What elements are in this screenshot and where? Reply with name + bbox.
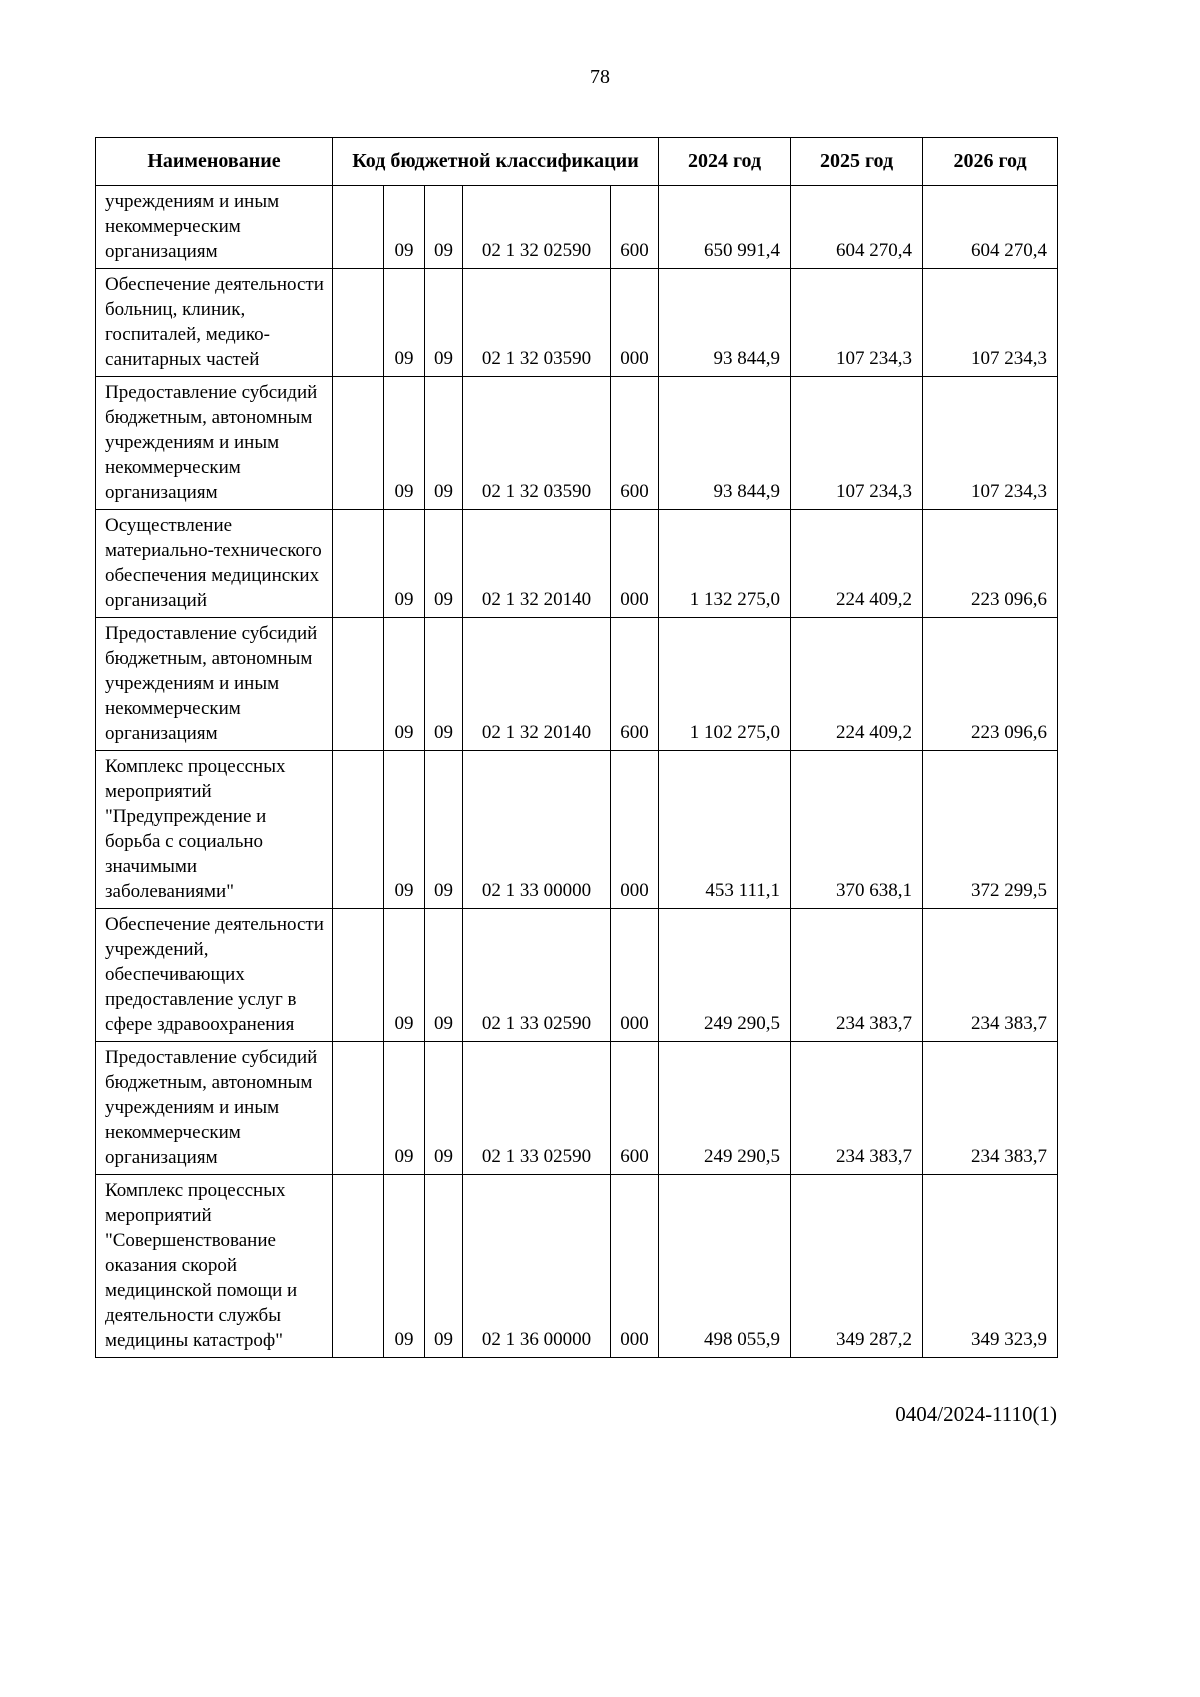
header-year-2025: 2025 год — [791, 138, 923, 186]
row-target-article-code: 02 1 32 02590 — [463, 186, 611, 269]
row-name: Предоставление субсидий бюджетным, автономным учреждениям и иным некоммерческим организациям — [96, 377, 333, 510]
row-amount-2025: 370 638,1 — [791, 751, 923, 909]
row-extra-code — [333, 1175, 384, 1358]
row-amount-2024: 249 290,5 — [659, 909, 791, 1042]
row-amount-2025: 224 409,2 — [791, 618, 923, 751]
row-name: Комплекс процессных мероприятий "Совершенствование оказания скорой медицинской помощи и деятельности службы медицины катастроф" — [96, 1175, 333, 1358]
row-subsection-code: 09 — [425, 269, 463, 377]
table-row — [96, 269, 1058, 377]
row-expense-type-code: 000 — [611, 269, 659, 377]
row-amount-2025: 224 409,2 — [791, 510, 923, 618]
row-amount-2026: 372 299,5 — [923, 751, 1058, 909]
row-target-article-code: 02 1 32 03590 — [463, 269, 611, 377]
row-section-code: 09 — [384, 186, 425, 269]
row-amount-2024: 498 055,9 — [659, 1175, 791, 1358]
row-section-code: 09 — [384, 377, 425, 510]
row-target-article-code: 02 1 32 20140 — [463, 510, 611, 618]
row-extra-code — [333, 909, 384, 1042]
row-amount-2024: 249 290,5 — [659, 1042, 791, 1175]
row-name: Предоставление субсидий бюджетным, автономным учреждениям и иным некоммерческим организациям — [96, 1042, 333, 1175]
row-section-code: 09 — [384, 618, 425, 751]
row-amount-2026: 107 234,3 — [923, 377, 1058, 510]
row-expense-type-code: 000 — [611, 909, 659, 1042]
row-target-article-code: 02 1 32 20140 — [463, 618, 611, 751]
table-row — [96, 186, 1058, 269]
row-expense-type-code: 600 — [611, 618, 659, 751]
row-section-code: 09 — [384, 1175, 425, 1358]
row-expense-type-code: 000 — [611, 751, 659, 909]
row-expense-type-code: 600 — [611, 377, 659, 510]
header-budget-code: Код бюджетной классификации — [333, 138, 659, 186]
row-subsection-code: 09 — [425, 1175, 463, 1358]
row-amount-2024: 93 844,9 — [659, 377, 791, 510]
row-section-code: 09 — [384, 909, 425, 1042]
row-section-code: 09 — [384, 1042, 425, 1175]
document-code: 0404/2024-1110(1) — [895, 1402, 1057, 1426]
table-row — [96, 1175, 1058, 1358]
row-amount-2026: 349 323,9 — [923, 1175, 1058, 1358]
table-header-row — [96, 138, 1058, 186]
row-name: Комплекс процессных мероприятий "Предупреждение и борьба с социально значимыми заболеваниями" — [96, 751, 333, 909]
row-extra-code — [333, 510, 384, 618]
row-subsection-code: 09 — [425, 186, 463, 269]
row-amount-2024: 453 111,1 — [659, 751, 791, 909]
row-amount-2025: 604 270,4 — [791, 186, 923, 269]
row-name: Обеспечение деятельности учреждений, обеспечивающих предоставление услуг в сфере здравоохранения — [96, 909, 333, 1042]
row-amount-2026: 604 270,4 — [923, 186, 1058, 269]
budget-table — [95, 137, 1058, 1358]
row-amount-2026: 223 096,6 — [923, 510, 1058, 618]
page-number: 78 — [590, 66, 610, 88]
row-target-article-code: 02 1 33 02590 — [463, 909, 611, 1042]
row-amount-2025: 349 287,2 — [791, 1175, 923, 1358]
row-name: Осуществление материально-технического обеспечения медицинских организаций — [96, 510, 333, 618]
row-subsection-code: 09 — [425, 377, 463, 510]
row-amount-2024: 93 844,9 — [659, 269, 791, 377]
row-amount-2026: 223 096,6 — [923, 618, 1058, 751]
row-extra-code — [333, 618, 384, 751]
row-target-article-code: 02 1 33 00000 — [463, 751, 611, 909]
table-row — [96, 510, 1058, 618]
row-amount-2026: 107 234,3 — [923, 269, 1058, 377]
row-target-article-code: 02 1 32 03590 — [463, 377, 611, 510]
table-row — [96, 909, 1058, 1042]
row-extra-code — [333, 1042, 384, 1175]
row-extra-code — [333, 377, 384, 510]
row-amount-2026: 234 383,7 — [923, 909, 1058, 1042]
row-section-code: 09 — [384, 510, 425, 618]
row-section-code: 09 — [384, 751, 425, 909]
row-subsection-code: 09 — [425, 1042, 463, 1175]
row-amount-2024: 1 102 275,0 — [659, 618, 791, 751]
row-name: учреждениям и иным некоммерческим организациям — [96, 186, 333, 269]
row-target-article-code: 02 1 33 02590 — [463, 1042, 611, 1175]
header-year-2026: 2026 год — [923, 138, 1058, 186]
row-amount-2024: 1 132 275,0 — [659, 510, 791, 618]
row-expense-type-code: 000 — [611, 1175, 659, 1358]
row-amount-2025: 234 383,7 — [791, 909, 923, 1042]
row-extra-code — [333, 269, 384, 377]
table-row — [96, 751, 1058, 909]
row-section-code: 09 — [384, 269, 425, 377]
row-name: Предоставление субсидий бюджетным, автономным учреждениям и иным некоммерческим организациям — [96, 618, 333, 751]
row-amount-2024: 650 991,4 — [659, 186, 791, 269]
row-subsection-code: 09 — [425, 909, 463, 1042]
row-amount-2026: 234 383,7 — [923, 1042, 1058, 1175]
header-name: Наименование — [96, 138, 333, 186]
row-target-article-code: 02 1 36 00000 — [463, 1175, 611, 1358]
row-amount-2025: 234 383,7 — [791, 1042, 923, 1175]
table-row — [96, 1042, 1058, 1175]
row-name: Обеспечение деятельности больниц, клиник, госпиталей, медико-санитарных частей — [96, 269, 333, 377]
row-extra-code — [333, 751, 384, 909]
row-expense-type-code: 600 — [611, 1042, 659, 1175]
row-expense-type-code: 000 — [611, 510, 659, 618]
table-row — [96, 377, 1058, 510]
row-subsection-code: 09 — [425, 510, 463, 618]
row-subsection-code: 09 — [425, 618, 463, 751]
row-amount-2025: 107 234,3 — [791, 377, 923, 510]
header-year-2024: 2024 год — [659, 138, 791, 186]
table-row — [96, 618, 1058, 751]
row-extra-code — [333, 186, 384, 269]
row-subsection-code: 09 — [425, 751, 463, 909]
row-amount-2025: 107 234,3 — [791, 269, 923, 377]
row-expense-type-code: 600 — [611, 186, 659, 269]
